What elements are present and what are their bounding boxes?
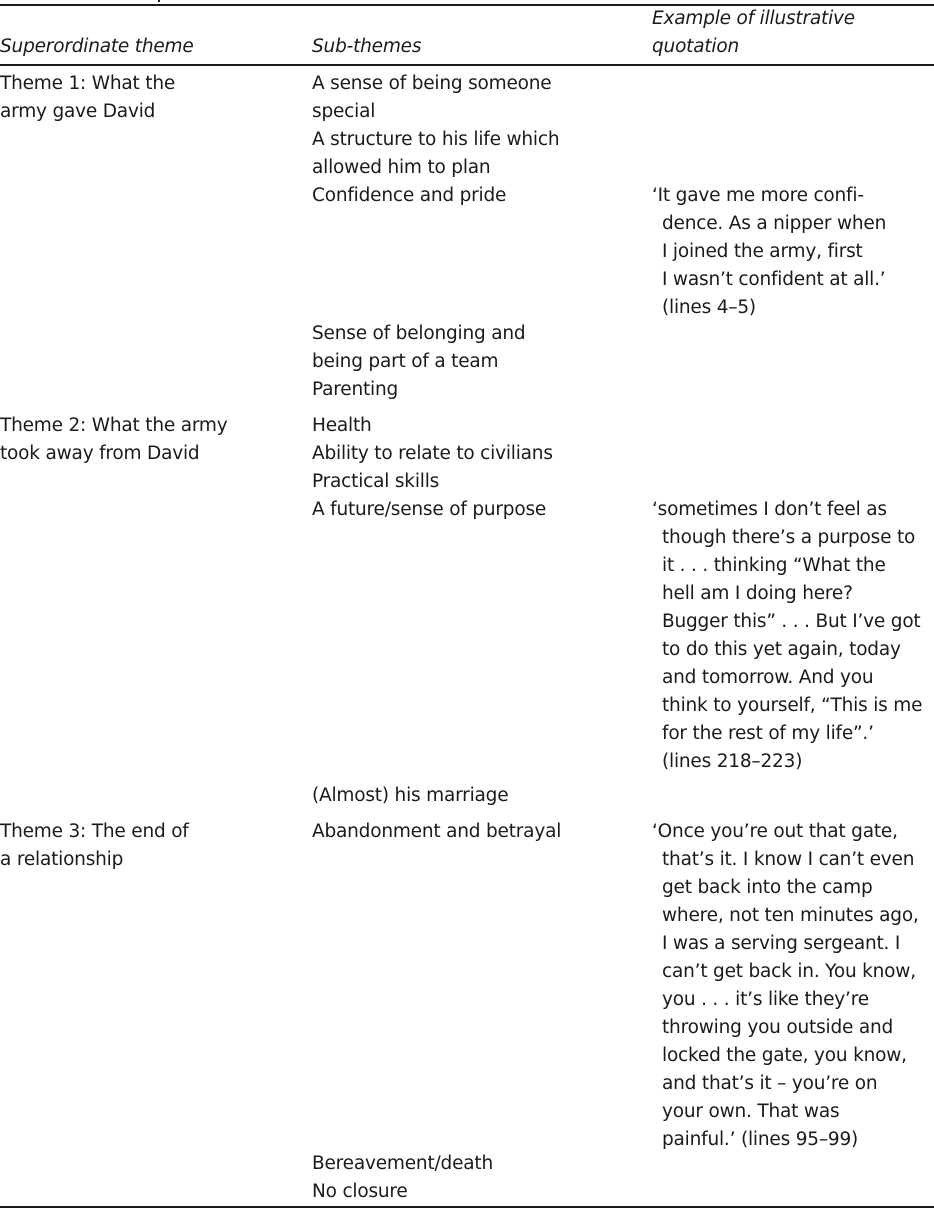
quote-line: throwing you outside and bbox=[662, 1017, 894, 1038]
subtheme-line: A future/sense of purpose bbox=[312, 499, 547, 520]
theme-1-subtheme bbox=[312, 376, 652, 404]
theme-1-subtheme bbox=[312, 182, 652, 210]
header-sub-themes: Sub-themes bbox=[312, 36, 422, 57]
quote-line: (lines 4–5) bbox=[662, 297, 756, 318]
theme-3-title-line-1: Theme 3: The end of bbox=[0, 821, 189, 842]
subtheme-line: Abandonment and betrayal bbox=[312, 821, 562, 842]
subtheme-line: Bereavement/death bbox=[312, 1153, 493, 1174]
table-bottom-rule bbox=[0, 1206, 934, 1208]
quote-line: get back into the camp bbox=[662, 877, 873, 898]
quote-line: I was a serving sergeant. I bbox=[662, 933, 901, 954]
theme-1-subtheme bbox=[312, 70, 652, 126]
quote-line: hell am I doing here? bbox=[662, 583, 853, 604]
theme-1-subtheme bbox=[312, 126, 652, 182]
quote-line: and tomorrow. And you bbox=[662, 667, 874, 688]
theme-3-title-line-2: a relationship bbox=[0, 849, 124, 870]
quote-line: ‘sometimes I don’t feel as bbox=[652, 499, 887, 520]
header-quotation-line-2: quotation bbox=[652, 36, 740, 57]
theme-1-title-line-1: Theme 1: What the bbox=[0, 73, 176, 94]
theme-2-title-line-2: took away from David bbox=[0, 443, 200, 464]
subtheme-line: Practical skills bbox=[312, 471, 440, 492]
theme-2-subtheme-marriage bbox=[312, 782, 642, 810]
subtheme-line: (Almost) his marriage bbox=[312, 785, 509, 806]
subtheme-line: Confidence and pride bbox=[312, 185, 507, 206]
theme-3-subtheme bbox=[312, 818, 642, 846]
subtheme-line: A structure to his life which bbox=[312, 129, 560, 150]
theme-2-title-line-1: Theme 2: What the army bbox=[0, 415, 228, 436]
quote-line: that’s it. I know I can’t even bbox=[662, 849, 915, 870]
subtheme-line: Health bbox=[312, 415, 372, 436]
theme-3-title bbox=[0, 818, 310, 874]
subtheme-line: Ability to relate to civilians bbox=[312, 443, 553, 464]
quote-line: it . . . thinking “What the bbox=[662, 555, 886, 576]
quote-line: your own. That was bbox=[662, 1101, 840, 1122]
quote-line: (lines 218–223) bbox=[662, 751, 803, 772]
quote-line: locked the gate, you know, bbox=[662, 1045, 907, 1066]
cut-off-caption-fragment bbox=[158, 0, 160, 2]
quote-line: I joined the army, first bbox=[662, 241, 863, 262]
header-quotation bbox=[652, 5, 934, 61]
theme-1-subtheme bbox=[312, 320, 652, 376]
quote-line: ‘Once you’re out that gate, bbox=[652, 821, 898, 842]
header-rule bbox=[0, 64, 934, 66]
quote-line: though there’s a purpose to bbox=[662, 527, 916, 548]
theme-1-title-line-2: army gave David bbox=[0, 101, 156, 122]
theme-1-quotation bbox=[652, 182, 934, 322]
quote-line: to do this yet again, today bbox=[662, 639, 901, 660]
theme-2-subthemes bbox=[312, 412, 642, 524]
quote-line: Bugger this” . . . But I’ve got bbox=[662, 611, 921, 632]
quote-line: and that’s it – you’re on bbox=[662, 1073, 878, 1094]
quote-line: ‘It gave me more confi- bbox=[652, 185, 864, 206]
subtheme-line: Sense of belonging and bbox=[312, 323, 526, 344]
quote-line: painful.’ (lines 95–99) bbox=[662, 1129, 859, 1150]
quote-line: for the rest of my life”.’ bbox=[662, 723, 874, 744]
theme-2-title bbox=[0, 412, 310, 468]
theme-3-quotation bbox=[652, 818, 934, 1154]
quote-line: you . . . it’s like they’re bbox=[662, 989, 869, 1010]
header-superordinate-theme: Superordinate theme bbox=[0, 36, 194, 57]
subtheme-line: A sense of being someone bbox=[312, 73, 552, 94]
header-quotation-line-1: Example of illustrative bbox=[652, 8, 855, 29]
quote-line: where, not ten minutes ago, bbox=[662, 905, 919, 926]
quote-line: can’t get back in. You know, bbox=[662, 961, 916, 982]
quote-line: think to yourself, “This is me bbox=[662, 695, 923, 716]
theme-1-title bbox=[0, 70, 310, 126]
subtheme-line: special bbox=[312, 101, 376, 122]
subtheme-line: Parenting bbox=[312, 379, 399, 400]
subtheme-line: being part of a team bbox=[312, 351, 499, 372]
subtheme-line: No closure bbox=[312, 1181, 408, 1202]
quote-line: dence. As a nipper when bbox=[662, 213, 887, 234]
subtheme-line: allowed him to plan bbox=[312, 157, 491, 178]
theme-2-quotation bbox=[652, 496, 934, 776]
theme-3-subthemes-rest bbox=[312, 1150, 642, 1206]
quote-line: I wasn’t confident at all.’ bbox=[662, 269, 886, 290]
